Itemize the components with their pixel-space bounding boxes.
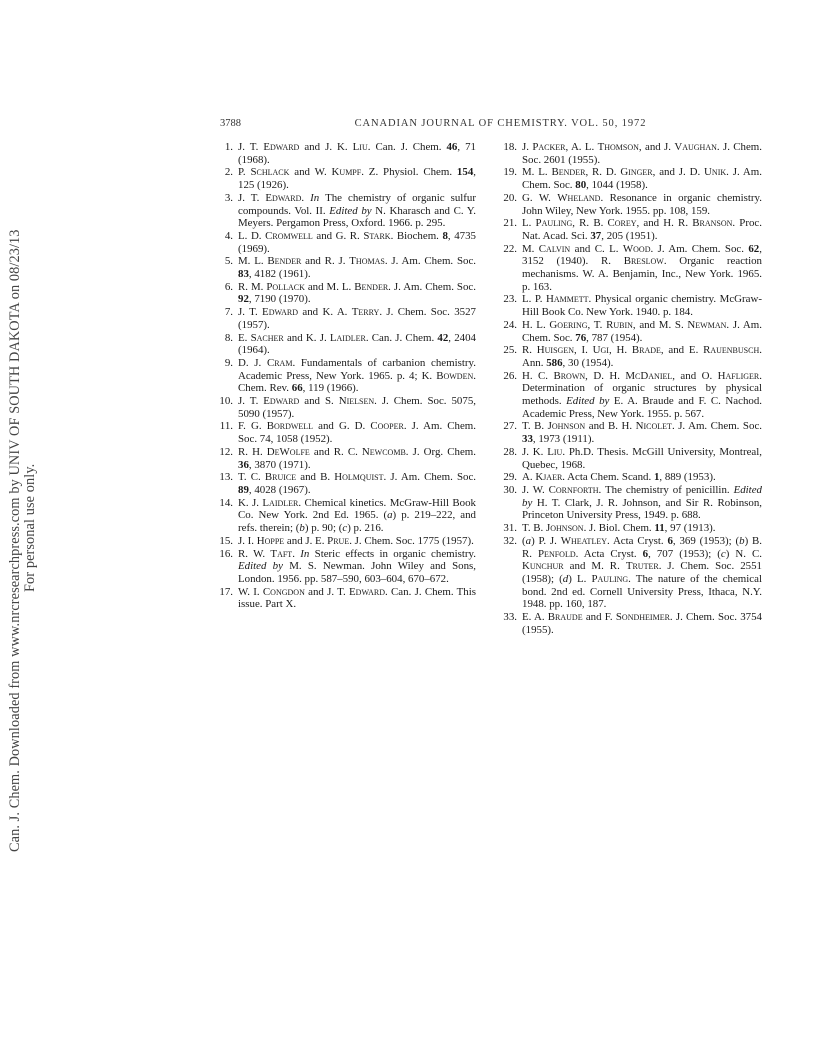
reference-item <box>502 370 762 421</box>
reference-number: 8. <box>224 331 233 344</box>
reference-number: 20. <box>503 191 517 204</box>
reference-item <box>502 611 762 636</box>
reference-item <box>218 281 476 306</box>
reference-item <box>502 471 762 484</box>
reference-number: 12. <box>219 445 233 458</box>
reference-item <box>502 217 762 242</box>
reference-text: T. B. Johnson. J. Biol. Chem. 11, 97 (1913). <box>522 522 716 535</box>
download-notice: Can. J. Chem. Downloaded from www.nrcresearchpress.com by UNIV OF SOUTH DAKOTA on 08/23/13 <box>7 229 23 852</box>
reference-text: L. P. Hammett. Physical organic chemistry. McGraw-Hill Book Co. New York. 1940. p. 184. <box>522 293 762 319</box>
reference-text: L. Pauling, R. B. Corey, and H. R. Branson. Proc. Nat. Acad. Sci. 37, 205 (1951). <box>522 217 762 242</box>
reference-item <box>502 192 762 217</box>
reference-item <box>218 395 476 420</box>
reference-item <box>502 446 762 471</box>
reference-number: 22. <box>503 242 517 255</box>
reference-number: 4. <box>224 229 233 242</box>
reference-number: 25. <box>503 344 517 357</box>
journal-title: CANADIAN JOURNAL OF CHEMISTRY. VOL. 50, 1972 <box>354 118 647 129</box>
reference-number: 9. <box>224 356 233 369</box>
reference-text: H. C. Brown, D. H. McDaniel, and O. Hafliger. Determination of organic structures by physical methods. Edited by E. A. Braude and F. C. Nachod. Academic Press, New York. 1955. p. 567. <box>522 369 763 420</box>
reference-item <box>218 535 476 548</box>
references-column-left <box>218 141 476 611</box>
reference-item <box>218 548 476 586</box>
reference-item <box>218 192 476 230</box>
reference-text: J. W. Cornforth. The chemistry of penicillin. Edited by H. T. Clark, J. R. Johnson, and Sir R. Robinson, Princeton University Press, 1949. p. 688. <box>522 483 762 522</box>
reference-item <box>218 446 476 471</box>
reference-number: 10. <box>219 395 233 408</box>
reference-number: 2. <box>224 166 233 179</box>
reference-number: 3. <box>224 191 233 204</box>
reference-number: 6. <box>224 280 233 293</box>
reference-item <box>218 255 476 280</box>
reference-text: (a) P. J. Wheatley. Acta Cryst. 6, 369 (1953); (b) B. R. Penfold. Acta Cryst. 6, 707 (1953); (c) N. C. Kunchur and M. R. Truter. J. Chem. Soc. 2551 (1958); (d) L. Pauling. The nature of the chemical bond. 2nd ed. Cornell University Press, Ithaca, N.Y. 1948. pp. 160, 187. <box>522 534 763 611</box>
reference-number: 19. <box>503 166 517 179</box>
reference-number: 15. <box>219 534 233 547</box>
reference-text: J. T. Edward and J. K. Liu. Can. J. Chem. 46, 71 (1968). <box>238 141 476 166</box>
references-column-right <box>502 141 762 636</box>
reference-text: E. Sacher and K. J. Laidler. Can. J. Chem. 42, 2404 (1964). <box>238 331 476 357</box>
reference-item <box>218 332 476 357</box>
reference-item <box>502 243 762 294</box>
reference-item <box>218 586 476 611</box>
reference-text: R. Huisgen, I. Ugi, H. Brade, and E. Rauenbusch. Ann. 586, 30 (1954). <box>522 344 762 369</box>
reference-number: 26. <box>503 369 517 382</box>
reference-text: J. T. Edward and S. Nielsen. J. Chem. Soc. 5075, 5090 (1957). <box>238 395 476 420</box>
reference-text: L. D. Cromwell and G. R. Stark. Biochem. 8, 4735 (1969). <box>238 229 476 255</box>
reference-item <box>502 522 762 535</box>
reference-number: 7. <box>224 306 233 319</box>
download-watermark <box>0 0 44 1053</box>
reference-text: J. Packer, A. L. Thomson, and J. Vaughan. J. Chem. Soc. 2601 (1955). <box>522 141 762 166</box>
reference-text: D. J. Cram. Fundamentals of carbanion chemistry. Academic Press, New York. 1965. p. 4; K. Bowden. Chem. Rev. 66, 119 (1966). <box>238 356 476 395</box>
reference-text: K. J. Laidler. Chemical kinetics. McGraw-Hill Book Co. New York. 2nd Ed. 1965. (a) p. 219–222, and refs. therein; (b) p. 90; (c) p. 216. <box>238 496 477 535</box>
reference-number: 31. <box>503 522 517 535</box>
reference-text: E. A. Braude and F. Sondheimer. J. Chem. Soc. 3754 (1955). <box>522 611 762 636</box>
reference-item <box>502 293 762 318</box>
reference-item <box>218 306 476 331</box>
reference-number: 5. <box>224 255 233 268</box>
reference-item <box>502 484 762 522</box>
reference-number: 28. <box>503 445 517 458</box>
reference-item <box>502 319 762 344</box>
reference-number: 32. <box>503 534 517 547</box>
reference-item <box>502 344 762 369</box>
reference-text: W. I. Congdon and J. T. Edward. Can. J. Chem. This issue. Part X. <box>238 585 476 611</box>
page-number: 3788 <box>220 118 241 129</box>
reference-item <box>218 471 476 496</box>
reference-text: J. T. Edward and K. A. Terry. J. Chem. Soc. 3527 (1957). <box>238 306 476 331</box>
reference-text: R. W. Taft. In Steric effects in organic chemistry. Edited by M. S. Newman. John Wiley and Sons, London. 1956. pp. 587–590, 603–604, 670–672. <box>238 547 476 585</box>
reference-text: J. T. Edward. In The chemistry of organic sulfur compounds. Vol. II. Edited by N. Kharasch and C. Y. Meyers. Pergamon Press, Oxford. 1966. p. 295. <box>238 191 477 230</box>
reference-item <box>218 357 476 395</box>
reference-item <box>502 535 762 611</box>
usage-notice: For personal use only. <box>22 463 38 592</box>
reference-text: G. W. Wheland. Resonance in organic chemistry. John Wiley, New York. 1955. pp. 108, 159. <box>522 191 762 217</box>
reference-number: 11. <box>219 420 233 433</box>
reference-number: 24. <box>503 318 517 331</box>
reference-item <box>502 166 762 191</box>
reference-number: 21. <box>503 217 517 230</box>
reference-number: 27. <box>503 420 517 433</box>
reference-text: T. B. Johnson and B. H. Nicolet. J. Am. Chem. Soc. 33, 1973 (1911). <box>522 420 762 446</box>
reference-text: J. K. Liu. Ph.D. Thesis. McGill University, Montreal, Quebec, 1968. <box>522 445 763 471</box>
reference-number: 18. <box>503 141 517 153</box>
reference-text: R. H. DeWolfe and R. C. Newcomb. J. Org. Chem. 36, 3870 (1971). <box>238 445 476 471</box>
running-head <box>220 118 781 134</box>
reference-text: T. C. Bruice and B. Holmquist. J. Am. Chem. Soc. 89, 4028 (1967). <box>238 471 477 496</box>
reference-item <box>218 420 476 445</box>
reference-number: 1. <box>224 141 233 153</box>
reference-number: 23. <box>503 293 517 306</box>
reference-text: M. Calvin and C. L. Wood. J. Am. Chem. Soc. 62, 3152 (1940). R. Breslow. Organic reaction mechanisms. W. A. Benjamin, Inc., New York. 1965. p. 163. <box>522 242 762 293</box>
reference-text: J. I. Hoppe and J. E. Prue. J. Chem. Soc. 1775 (1957). <box>238 534 474 547</box>
reference-number: 33. <box>503 611 517 624</box>
reference-item <box>502 141 762 166</box>
reference-number: 13. <box>219 471 233 484</box>
reference-number: 17. <box>219 585 233 598</box>
reference-item <box>218 497 476 535</box>
reference-text: A. Kjaer. Acta Chem. Scand. 1, 889 (1953). <box>522 471 716 484</box>
reference-number: 14. <box>219 496 233 509</box>
reference-item <box>218 230 476 255</box>
reference-text: R. M. Pollack and M. L. Bender. J. Am. Chem. Soc. 92, 7190 (1970). <box>238 280 476 306</box>
reference-text: P. Schlack and W. Kumpf. Z. Physiol. Chem. 154, 125 (1926). <box>238 166 476 192</box>
reference-text: H. L. Goering, T. Rubin, and M. S. Newman. J. Am. Chem. Soc. 76, 787 (1954). <box>522 318 762 344</box>
reference-item <box>502 420 762 445</box>
reference-text: M. L. Bender, R. D. Ginger, and J. D. Unik. J. Am. Chem. Soc. 80, 1044 (1958). <box>522 166 762 192</box>
reference-number: 29. <box>503 471 517 484</box>
reference-number: 16. <box>219 547 233 560</box>
reference-text: F. G. Bordwell and G. D. Cooper. J. Am. Chem. Soc. 74, 1058 (1952). <box>238 420 476 446</box>
reference-text: M. L. Bender and R. J. Thomas. J. Am. Chem. Soc. 83, 4182 (1961). <box>238 255 476 281</box>
reference-number: 30. <box>503 483 517 496</box>
reference-item <box>218 166 476 191</box>
reference-item <box>218 141 476 166</box>
